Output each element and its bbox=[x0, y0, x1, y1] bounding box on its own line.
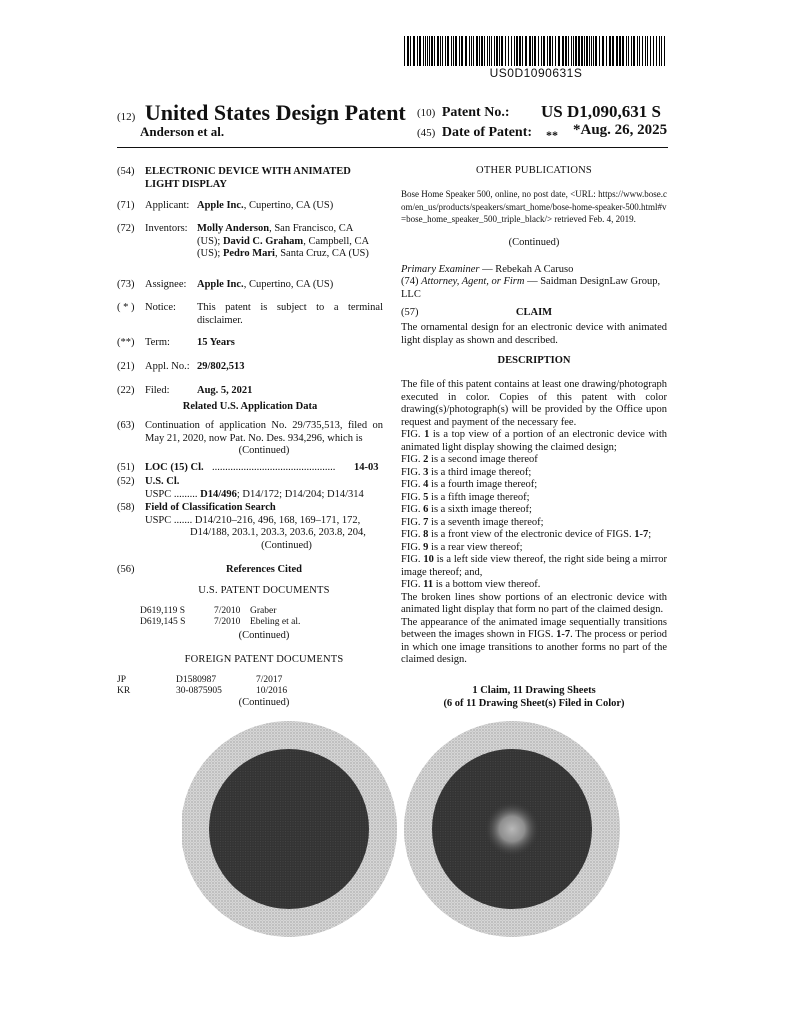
us-doc-date: 7/2010 bbox=[214, 606, 241, 616]
barcode-bar bbox=[407, 36, 409, 66]
inventor-line: Anderson et al. bbox=[140, 124, 225, 139]
barcode-bar bbox=[595, 36, 597, 66]
us-docs-heading: U.S. PATENT DOCUMENTS bbox=[198, 585, 330, 596]
references-entry bbox=[117, 564, 383, 578]
barcode-bar bbox=[664, 36, 665, 66]
barcode-bar bbox=[511, 36, 512, 66]
barcode-bar bbox=[487, 36, 488, 66]
foreign-docs-continued: (Continued) bbox=[238, 697, 290, 708]
applicant-label: Applicant: bbox=[145, 200, 190, 211]
figure-description: FIG. 1 is a top view of a portion of an electronic device with animated light display showing the claimed design; bbox=[401, 429, 668, 453]
application-number-value: 29/802,513 bbox=[197, 361, 245, 372]
barcode-bar bbox=[445, 36, 446, 66]
filed-value: Aug. 5, 2021 bbox=[197, 385, 253, 396]
loc-dots: ............................................... bbox=[212, 462, 336, 473]
patent-title-text: United States Design Patent bbox=[144, 100, 406, 125]
uspc-label: USPC bbox=[145, 488, 172, 500]
barcode-bar bbox=[538, 36, 539, 66]
barcode-bar bbox=[659, 36, 660, 66]
barcode-bar bbox=[571, 36, 572, 66]
barcode-bar bbox=[437, 36, 439, 66]
barcode-bar bbox=[639, 36, 640, 66]
foreign-doc-country: KR bbox=[117, 686, 131, 696]
loc-value: 14-03 bbox=[354, 462, 379, 473]
code-72: (72) bbox=[117, 223, 135, 234]
inventors-value bbox=[197, 223, 375, 261]
application-number-label: Appl. No.: bbox=[145, 361, 190, 372]
foreign-docs-heading: FOREIGN PATENT DOCUMENTS bbox=[184, 654, 344, 665]
barcode-bar bbox=[434, 36, 435, 66]
code-58: (58) bbox=[117, 502, 135, 513]
barcode-bar bbox=[578, 36, 580, 66]
barcode-bar bbox=[429, 36, 430, 66]
figure-list bbox=[401, 429, 667, 592]
code-63: (63) bbox=[117, 420, 135, 431]
other-publications-heading: OTHER PUBLICATIONS bbox=[476, 165, 592, 176]
barcode-bar bbox=[626, 36, 627, 66]
barcode-bar bbox=[565, 36, 567, 66]
attorney-label: Attorney, Agent, or Firm bbox=[421, 276, 525, 287]
representative-figures bbox=[182, 708, 622, 1024]
barcode-bar bbox=[447, 36, 449, 66]
barcode-bar bbox=[637, 36, 638, 66]
barcode-bar bbox=[645, 36, 646, 66]
continuation-continued: (Continued) bbox=[238, 445, 290, 456]
barcode-bar bbox=[404, 36, 405, 66]
field-search-continued: (Continued) bbox=[261, 540, 312, 551]
description-heading: DESCRIPTION bbox=[497, 355, 571, 366]
barcode-bar bbox=[431, 36, 433, 66]
barcode-bar bbox=[581, 36, 583, 66]
document-number: US0D1090631S bbox=[489, 66, 583, 80]
title-entry bbox=[117, 166, 383, 192]
barcode-bar bbox=[602, 36, 604, 66]
patent-number-row bbox=[417, 105, 509, 121]
foreign-doc-number: D1580987 bbox=[176, 675, 217, 685]
barcode-bar bbox=[465, 36, 467, 66]
notice-code: ( * ) bbox=[117, 302, 135, 313]
figure-description: FIG. 6 is a sixth image thereof; bbox=[401, 504, 532, 515]
attorney-name: — Saidman DesignLaw Group, LLC bbox=[401, 276, 661, 300]
barcode-bar bbox=[522, 36, 523, 66]
barcode-bar bbox=[417, 36, 418, 66]
inventor-1-location: , San Francisco, CA (US); bbox=[197, 223, 353, 247]
barcode-bar bbox=[589, 36, 590, 66]
other-publications-text: Bose Home Speaker 500, online, no post date, <URL: https://www.bose.com/en_us/products/speakers/smart_home/bose-home-speaker-500.html#v=bose_home_speaker_500_triple_black/> retrieved Feb. 4, 2019. bbox=[401, 189, 667, 224]
barcode-bar bbox=[568, 36, 569, 66]
inventors-entry bbox=[117, 223, 383, 275]
inventor-2: David C. Graham bbox=[222, 235, 304, 247]
code-73: (73) bbox=[117, 279, 135, 290]
term-entry bbox=[117, 337, 383, 351]
broken-lines-statement: The broken lines show portions of an electronic device with animated light display that form no part of the claimed design. bbox=[401, 591, 667, 615]
description-body bbox=[401, 379, 667, 667]
color-drawing-notice: The file of this patent contains at least one drawing/photograph executed in color. Copies of this patent with color drawing(s)/photograph(s) will be provided by the Office upon request and payment of the necessary fee. bbox=[401, 379, 667, 428]
barcode-bar bbox=[473, 36, 474, 66]
color-sheets-line: (6 of 11 Drawing Sheet(s) Filed in Color) bbox=[443, 698, 625, 709]
barcode-bar bbox=[653, 36, 654, 66]
foreign-doc-date: 10/2016 bbox=[256, 686, 288, 696]
inventors-label: Inventors: bbox=[145, 223, 188, 234]
barcode-bar bbox=[410, 36, 411, 66]
applicant-entry bbox=[117, 200, 383, 214]
barcode-bar bbox=[558, 36, 560, 66]
barcode-bar bbox=[622, 36, 624, 66]
foreign-doc-number: 30-0875905 bbox=[176, 686, 222, 696]
examiner-label: Primary Examiner bbox=[401, 264, 480, 275]
date-of-patent-row bbox=[417, 125, 532, 141]
barcode-bar bbox=[616, 36, 618, 66]
barcode-bar bbox=[628, 36, 629, 66]
claim-text: The ornamental design for an electronic device with animated light display as shown and described. bbox=[401, 322, 667, 346]
barcode-bar bbox=[647, 36, 648, 66]
barcode-bar bbox=[451, 36, 452, 66]
barcode-bar bbox=[461, 36, 463, 66]
code-56: (56) bbox=[117, 564, 135, 575]
us-doc-number: D619,145 S bbox=[140, 617, 186, 627]
barcode-bar bbox=[413, 36, 415, 66]
barcode-bar bbox=[541, 36, 542, 66]
loc-label: LOC (15) Cl. bbox=[145, 462, 204, 473]
barcode-bar bbox=[442, 36, 443, 66]
barcode-bar bbox=[584, 36, 585, 66]
field-search-entry bbox=[117, 502, 383, 554]
barcode-bar bbox=[476, 36, 478, 66]
barcode-bar bbox=[471, 36, 472, 66]
other-publications-continued: (Continued) bbox=[508, 237, 560, 248]
barcode-bar bbox=[555, 36, 556, 66]
barcode-bar bbox=[532, 36, 533, 66]
date-label: Date of Patent: bbox=[441, 125, 533, 140]
claims-sheets-line: 1 Claim, 11 Drawing Sheets bbox=[472, 685, 596, 696]
animation-statement bbox=[401, 617, 667, 667]
notice-entry bbox=[117, 302, 383, 328]
barcode-bar bbox=[547, 36, 548, 66]
barcode-bar bbox=[496, 36, 498, 66]
us-cl-value bbox=[145, 489, 364, 502]
barcode-bar bbox=[423, 36, 424, 66]
figure-description: FIG. 3 is a third image thereof; bbox=[401, 466, 532, 478]
figure-description: FIG. 11 is a bottom view thereof. bbox=[401, 579, 541, 590]
term-code: (**) bbox=[117, 337, 135, 348]
barcode-bar bbox=[484, 36, 485, 66]
barcode-bar bbox=[612, 36, 614, 66]
claim-heading: CLAIM bbox=[515, 307, 553, 318]
us-doc-date: 7/2010 bbox=[214, 617, 241, 627]
assignee-entry bbox=[117, 279, 383, 293]
term-label: Term: bbox=[145, 337, 170, 348]
code-54: (54) bbox=[117, 166, 135, 177]
barcode-bar bbox=[631, 36, 632, 66]
figure-description: FIG. 5 is a fifth image thereof; bbox=[401, 491, 530, 503]
barcode-bar bbox=[661, 36, 662, 66]
barcode-bar bbox=[501, 36, 503, 66]
animation-pre: The appearance of the animated image sequentially transitions between the images shown in FIGS. bbox=[401, 616, 667, 640]
related-data-heading: Related U.S. Application Data bbox=[182, 401, 318, 412]
barcode-bar bbox=[489, 36, 490, 66]
barcode-bar bbox=[519, 36, 521, 66]
foreign-doc-date: 7/2017 bbox=[256, 675, 283, 685]
barcode-bar bbox=[419, 36, 421, 66]
figure-description: FIG. 2 is a second image thereof bbox=[401, 454, 538, 465]
barcode-bar bbox=[633, 36, 635, 66]
us-docs-continued: (Continued) bbox=[238, 630, 290, 641]
examiner-name: — Rebekah A Caruso bbox=[479, 264, 574, 275]
barcode-bar bbox=[514, 36, 515, 66]
assignee-name: Apple Inc. bbox=[197, 279, 244, 290]
barcode-bar bbox=[543, 36, 545, 66]
barcode-bar bbox=[586, 36, 588, 66]
barcode-bar bbox=[650, 36, 651, 66]
code-71: (71) bbox=[117, 200, 135, 211]
barcode-bar bbox=[508, 36, 509, 66]
figure-description: FIG. 9 is a rear view thereof; bbox=[401, 541, 523, 553]
code-52: (52) bbox=[117, 476, 135, 487]
date-stars: ** bbox=[546, 128, 558, 142]
barcode-bar bbox=[552, 36, 553, 66]
references-heading: References Cited bbox=[226, 564, 302, 575]
applicant-value bbox=[197, 200, 383, 213]
field-search-line-1 bbox=[145, 515, 360, 528]
animation-figs: 1-7 bbox=[556, 629, 571, 640]
inventor-1: Molly Anderson bbox=[197, 223, 270, 234]
term-value: 15 Years bbox=[197, 337, 235, 348]
patent-number-code: (10) bbox=[417, 107, 436, 119]
patent-number-value: US D1,090,631 S bbox=[541, 102, 661, 121]
figure-description: FIG. 10 is a left side view thereof, the right side being a mirror image thereof; and, bbox=[401, 554, 667, 578]
uspc-dots: ......... bbox=[173, 488, 198, 500]
barcode-bar bbox=[494, 36, 495, 66]
us-doc-number: D619,119 S bbox=[140, 606, 186, 616]
barcode-bar bbox=[562, 36, 564, 66]
barcode-bar bbox=[534, 36, 536, 66]
barcode-bar bbox=[505, 36, 506, 66]
primary-examiner bbox=[401, 264, 667, 277]
header-divider bbox=[117, 147, 668, 148]
application-number-entry bbox=[117, 361, 383, 375]
assignee-label: Assignee: bbox=[145, 279, 187, 290]
attorney-code: (74) bbox=[401, 276, 419, 287]
code-21: (21) bbox=[117, 361, 135, 372]
continuation-value: Continuation of application No. 29/735,513, filed on May 21, 2020, now Pat. No. Des. 934,296, which is bbox=[145, 420, 383, 444]
uspc-rest: ; D14/172; D14/204; D14/314 bbox=[236, 488, 364, 500]
barcode-bar bbox=[499, 36, 500, 66]
date-value: *Aug. 26, 2025 bbox=[573, 122, 668, 138]
assignee-location: , Cupertino, CA (US) bbox=[243, 279, 334, 290]
barcode-bar bbox=[529, 36, 531, 66]
applicant-location: , Cupertino, CA (US) bbox=[243, 200, 334, 211]
assignee-value bbox=[197, 279, 383, 292]
animation-post: . The process or period in which one image transitions to another forms no part of the claimed design. bbox=[401, 629, 667, 665]
barcode-bar bbox=[609, 36, 611, 66]
filed-entry bbox=[117, 385, 383, 399]
barcode-bar bbox=[619, 36, 621, 66]
barcode-bar bbox=[491, 36, 492, 66]
figure-left-ring bbox=[182, 721, 397, 937]
inventor-2-location: , Campbell, CA (US); bbox=[197, 235, 369, 259]
date-code: (45) bbox=[417, 127, 436, 139]
us-doc-name: Graber bbox=[250, 606, 277, 616]
barcode-bar bbox=[606, 36, 607, 66]
barcode-bar bbox=[549, 36, 551, 66]
barcode-bar bbox=[479, 36, 480, 66]
search-dots: ....... bbox=[173, 514, 193, 526]
barcode-bar bbox=[516, 36, 518, 66]
uspc-main: D14/496 bbox=[200, 488, 237, 500]
barcode-bar bbox=[455, 36, 457, 66]
figure-description: FIG. 8 is a front view of the electronic device of FIGS. 1-7; bbox=[401, 529, 652, 540]
barcode-bar bbox=[453, 36, 454, 66]
barcode-bar bbox=[425, 36, 426, 66]
patent-type-title bbox=[117, 100, 406, 126]
field-search-label: Field of Classification Search bbox=[145, 502, 276, 513]
barcode bbox=[404, 36, 668, 66]
filed-label: Filed: bbox=[145, 385, 170, 396]
barcode-bar bbox=[593, 36, 594, 66]
barcode-bar bbox=[599, 36, 600, 66]
inventor-3-location: , Santa Cruz, CA (US) bbox=[274, 248, 369, 259]
attorney bbox=[401, 276, 667, 301]
barcode-bar bbox=[459, 36, 460, 66]
claim-code: (57) bbox=[401, 307, 419, 318]
barcode-bar bbox=[573, 36, 574, 66]
notice-value: This patent is subject to a terminal disclaimer. bbox=[197, 302, 383, 326]
barcode-bar bbox=[591, 36, 592, 66]
barcode-bar bbox=[440, 36, 441, 66]
figure-right-ring bbox=[404, 721, 620, 937]
barcode-bar bbox=[427, 36, 428, 66]
code-51: (51) bbox=[117, 462, 135, 473]
figure-description: FIG. 7 is a seventh image thereof; bbox=[401, 516, 544, 528]
barcode-bar bbox=[642, 36, 643, 66]
inventor-3: Pedro Mari bbox=[222, 248, 275, 259]
barcode-bar bbox=[656, 36, 657, 66]
code-22: (22) bbox=[117, 385, 135, 396]
us-cl-label: U.S. Cl. bbox=[145, 476, 180, 487]
barcode-bar bbox=[469, 36, 470, 66]
notice-label: Notice: bbox=[145, 302, 176, 313]
figure-right-glow bbox=[484, 801, 540, 857]
applicant-name: Apple Inc. bbox=[197, 200, 244, 211]
loc-entry bbox=[117, 462, 383, 476]
figure-left-center bbox=[209, 749, 369, 909]
figure-description: FIG. 4 is a fourth image thereof; bbox=[401, 479, 538, 490]
design-title: ELECTRONIC DEVICE WITH ANIMATED LIGHT DISPLAY bbox=[145, 166, 351, 190]
search-uspc-label: USPC bbox=[145, 514, 172, 526]
us-cl-entry bbox=[117, 476, 383, 502]
field-search-line-2: D14/188, 203.1, 203.3, 203.6, 203.8, 204, bbox=[190, 527, 366, 538]
kind-code: (12) bbox=[117, 111, 136, 123]
patent-number-label: Patent No.: bbox=[441, 105, 510, 120]
barcode-bar bbox=[481, 36, 483, 66]
barcode-bar bbox=[525, 36, 527, 66]
us-doc-name: Ebeling et al. bbox=[250, 617, 301, 627]
search-line-1-text: D14/210–216, 496, 168, 169–171, 172, bbox=[194, 514, 361, 526]
foreign-doc-country: JP bbox=[117, 675, 126, 685]
barcode-bar bbox=[575, 36, 577, 66]
